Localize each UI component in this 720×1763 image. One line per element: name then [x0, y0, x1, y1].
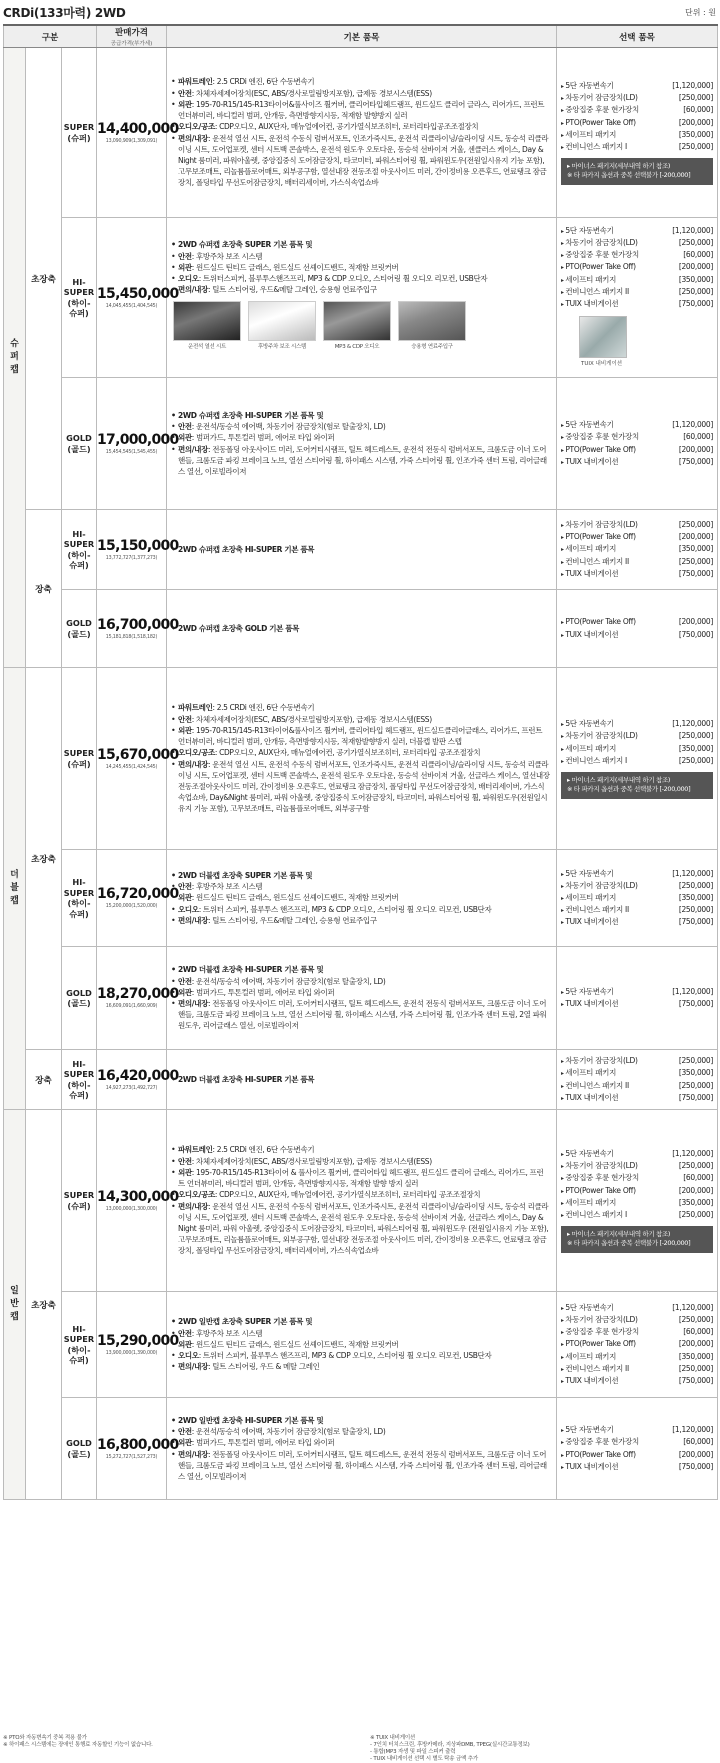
price-cell — [97, 947, 179, 1050]
option-item: ▸ TUIX 내비게이션 [750,000] — [561, 998, 713, 1010]
basic-item: • 편의/내장: 전동폴딩 아웃사이드 미러, 도어커티시램프, 틸트 헤드레스트, 운전석 전동식 럼버서포트, 크롬도금 이너 도어핸들, 크롬도금 파킹 브레이크 노브, 열선 스티어링 휠, 하이패스 시스템, 가죽 스티어링 휠, 인조가죽 센터 트림, 리어글래스 열선, 이모빌라이저 — [171, 1449, 550, 1483]
supply-price: 16,609,091(1,660,909) — [105, 1004, 158, 1009]
minus-package-box: ▸ 마이너스 패키지(세부내역 하기 참조) ※ 타 파카지 옵션과 중복 선택불가 [-200,000] — [561, 1226, 713, 1253]
option-item: ▸ PTO(Power Take Off) [200,000] — [561, 1338, 713, 1350]
option-items — [557, 1398, 718, 1500]
option-item: ▸ 컨비니언스 패키지 II [250,000] — [561, 1363, 713, 1375]
basic-item-heading: • 2WD 일반캡 초장축 SUPER 기본 품목 및 — [171, 1316, 550, 1327]
option-item: ▸ 세이프티 패키지 [350,000] — [561, 274, 713, 286]
price-cell — [97, 378, 179, 510]
option-item: ▸ 차동기어 잠금장치(LD) [250,000] — [561, 730, 713, 742]
axle-type-label: 초장축 — [26, 668, 62, 1050]
supply-price: 15,272,727(1,527,273) — [105, 1454, 158, 1460]
price-cell — [97, 590, 179, 668]
basic-item: • 안전: 운전석/동승석 에어백, 차동기어 잠금장치(험로 탈출장치, LD) — [171, 1426, 550, 1437]
price-cell — [97, 48, 179, 218]
option-item: ▸ 중앙집중 후륜 현가장치 [60,000] — [561, 249, 713, 261]
basic-item-heading: • 2WD 슈퍼캡 초장축 HI-SUPER 기본 품목 — [171, 544, 550, 555]
option-item: ▸ TUIX 내비게이션 [750,000] — [561, 916, 713, 928]
option-item: ▸ TUIX 내비게이션 [750,000] — [561, 1375, 713, 1387]
axle-type-label: 장축 — [26, 510, 62, 668]
option-item: ▸ 세이프티 패키지 [350,000] — [561, 892, 713, 904]
photo-caption: 승용형 연료주입구 — [411, 344, 453, 351]
price-cell — [97, 1110, 179, 1292]
basic-items — [167, 590, 557, 668]
option-item: ▸ 5단 자동변속기 [1,120,000] — [561, 225, 713, 237]
option-item: ▸ 차동기어 잠금장치(LD) [250,000] — [561, 1160, 713, 1172]
option-item: ▸ 세이프티 패키지 [350,000] — [561, 129, 713, 141]
option-items — [557, 668, 718, 850]
option-item: ▸ 컨비니언스 패키지 II [250,000] — [561, 904, 713, 916]
basic-item: • 파워트레인: 2.5 CRDi 엔진, 6단 수동변속기 — [171, 76, 550, 87]
header-category: 구분 — [4, 25, 97, 48]
supply-price: 14,245,455(1,424,545) — [105, 764, 158, 770]
option-items — [557, 1292, 718, 1398]
basic-item: • 외관: 195-70-R15/145-R13타이어&풀사이즈 휠커버, 클리어타입 헤드램프, 윈드실드클리어글래스, 리어가드, 프런트 언더뷰미러, 바디컬러 범퍼, 안개등, 측면방향지시등, 적재함발향방지 실러, 더블캡 발판 스텝 — [171, 725, 550, 747]
basic-item-heading: • 2WD 슈퍼캡 초장축 GOLD 기본 품목 — [171, 623, 550, 634]
option-item: ▸ TUIX 내비게이션 [750,000] — [561, 1461, 713, 1473]
basic-items — [167, 850, 557, 947]
photo-caption: 운전석 열선 시트 — [188, 344, 226, 351]
axle-type-label: 장축 — [26, 1050, 62, 1110]
photo-image — [323, 301, 391, 341]
basic-item: • 오디오: 트위터 스피커, 블루투스 핸즈프리, MP3 & CDP 오디오, 스티어링 휠 오디오 리모컨, USB단자 — [171, 1350, 550, 1361]
supply-price: 13,000,000(1,300,000) — [105, 1206, 158, 1212]
basic-item: • 외관: 범퍼가드, 투톤컬러 범퍼, 에어로 타입 와이퍼 — [171, 1437, 550, 1448]
basic-item: • 안전: 차체자세제어장치(ESC, ABS/경사로밀림방지포함), 급제동 경보시스템(ESS) — [171, 714, 550, 725]
sale-price: 15,150,000 — [97, 537, 179, 554]
option-item: ▸ 5단 자동변속기 [1,120,000] — [561, 419, 713, 431]
basic-items — [167, 218, 557, 378]
basic-item: • 편의/내장: 틸트 스티어링, 우드&메탈 그레인, 승용형 연료주입구 — [171, 915, 550, 926]
option-items — [557, 590, 718, 668]
option-item: ▸ 중앙집중 후륜 현가장치 [60,000] — [561, 1326, 713, 1338]
option-item: ▸ 중앙집중 후륜 현가장치 [60,000] — [561, 431, 713, 443]
option-item: ▸ 중앙집중 후륜 현가장치 [60,000] — [561, 104, 713, 116]
basic-items — [167, 668, 557, 850]
supply-price: 15,200,000(1,520,000) — [105, 904, 158, 909]
option-item: ▸ 5단 자동변속기 [1,120,000] — [561, 868, 713, 880]
axle-type-label: 초장축 — [26, 48, 62, 510]
cab-type-label: 더 블 캡 — [4, 668, 26, 1110]
option-item: ▸ TUIX 내비게이션 [750,000] — [561, 629, 713, 641]
basic-item: • 파워트레인: 2.5 CRDi 엔진, 6단 수동변속기 — [171, 1144, 550, 1155]
sale-price: 16,420,000 — [97, 1067, 179, 1084]
basic-item-heading: • 2WD 슈퍼캡 초장축 SUPER 기본 품목 및 — [171, 239, 550, 250]
basic-item-heading: • 2WD 슈퍼캡 초장축 HI-SUPER 기본 품목 및 — [171, 410, 550, 421]
option-item: ▸ 컨비니언스 패키지 II [250,000] — [561, 556, 713, 568]
option-items — [557, 510, 718, 590]
option-item: ▸ 컨비니언스 패키지 II [250,000] — [561, 1080, 713, 1092]
page-title: CRDi(133마력) 2WD — [3, 6, 126, 20]
option-items — [557, 850, 718, 947]
price-cell — [97, 1292, 179, 1398]
sale-price: 15,670,000 — [97, 746, 179, 763]
photo-caption: MP3 & CDP 오디오 — [334, 344, 380, 351]
navigation-image — [579, 316, 627, 358]
price-cell — [97, 218, 179, 378]
basic-item: • 오디오: 트위터 스피커, 블루투스 핸즈프리, MP3 & CDP 오디오, 스티어링 휠 오디오 리모컨, USB단자 — [171, 904, 550, 915]
supply-price: 13,090,909(1,309,091) — [105, 138, 158, 144]
trim-name: HI- SUPER (하이- 슈퍼) — [62, 1050, 97, 1110]
option-item: ▸ 컨비니언스 패키지 I [250,000] — [561, 141, 713, 153]
feature-photo — [248, 301, 316, 353]
option-item: ▸ 차동기어 잠금장치(LD) [250,000] — [561, 519, 713, 531]
option-item: ▸ TUIX 내비게이션 [750,000] — [561, 568, 713, 580]
sale-price: 16,720,000 — [97, 886, 179, 902]
trim-name: GOLD (골드) — [62, 947, 97, 1050]
supply-price: 13,772,727(1,377,273) — [105, 555, 158, 561]
trim-name: GOLD (골드) — [62, 378, 97, 510]
option-item: ▸ 세이프티 패키지 [350,000] — [561, 1197, 713, 1209]
supply-price: 15,181,818(1,518,182) — [105, 634, 158, 640]
option-item: ▸ PTO(Power Take Off) [200,000] — [561, 117, 713, 129]
table-row — [4, 668, 718, 850]
basic-item: • 외관: 195-70-R15/145-R13타이어&풀사이즈 휠커버, 클리어타입헤드램프, 윈드실드 클리어 글라스, 리어가드, 프런트 언더뷰미러, 바디컬러 범퍼, 안개등, 측면방향지시등, 적재함 발향방지 실러 — [171, 99, 550, 121]
basic-items — [167, 1398, 557, 1500]
unit-label: 단위 : 원 — [685, 8, 716, 17]
header-options: 선택 품목 — [557, 25, 718, 48]
photo-image — [173, 301, 241, 341]
trim-name: HI- SUPER (하이- 슈퍼) — [62, 510, 97, 590]
option-items — [557, 947, 718, 1050]
basic-item: • 외관: 195-70-R15/145-R13타이어 & 풀사이즈 휠커버, 클리어타입 헤드램프, 윈드실드 클리어 글래스, 리어가드, 프런트 언더뷰미러, 바디컬러 범퍼, 안개등, 측면방향지시등, 적재함 발향 방지 실러 — [171, 1167, 550, 1189]
trim-name: HI- SUPER (하이- 슈퍼) — [62, 850, 97, 947]
option-item: ▸ TUIX 내비게이션 [750,000] — [561, 1092, 713, 1104]
option-item: ▸ PTO(Power Take Off) [200,000] — [561, 1449, 713, 1461]
basic-item: • 안전: 후방주차 보조 시스템 — [171, 881, 550, 892]
basic-item: • 외관: 윈드실드 틴티드 글래스, 윈드실드 선셰이드밴드, 적재함 브릿커버 — [171, 1339, 550, 1350]
option-item: ▸ 세이프티 패키지 [350,000] — [561, 1351, 713, 1363]
sale-price: 14,400,000 — [97, 120, 179, 137]
basic-items — [167, 48, 557, 218]
option-item: ▸ 차동기어 잠금장치(LD) [250,000] — [561, 1055, 713, 1067]
sale-price: 16,700,000 — [97, 616, 179, 633]
basic-item: • 안전: 운전석/동승석 에어백, 차동기어 잠금장치(험로 탈출장치, LD) — [171, 421, 550, 432]
option-item: ▸ 세이프티 패키지 [350,000] — [561, 1067, 713, 1079]
basic-items — [167, 510, 557, 590]
basic-items — [167, 1292, 557, 1398]
option-item: ▸ 5단 자동변속기 [1,120,000] — [561, 1302, 713, 1314]
option-item: ▸ 차동기어 잠금장치(LD) [250,000] — [561, 1314, 713, 1326]
photo-image — [398, 301, 466, 341]
option-items — [557, 1050, 718, 1110]
basic-item: • 오디오/공조: CDP오디오, AUX단자, 매뉴얼에어컨, 공기가열식보조히터, 로터리타입공조조절장치 — [171, 121, 550, 132]
table-row — [4, 590, 718, 668]
option-item: ▸ 5단 자동변속기 [1,120,000] — [561, 1148, 713, 1160]
minus-package-box: ▸ 마이너스 패키지(세부내역 하기 참조) ※ 타 파카지 옵션과 중복 선택불가 [-200,000] — [561, 158, 713, 185]
basic-item: • 오디오/공조: CDP오디오, AUX단자, 매뉴얼에어컨, 공기가열식보조히터, 로터리타입 공조조절장치 — [171, 1189, 550, 1200]
header-basic: 기본 품목 — [167, 25, 557, 48]
option-item: ▸ TUIX 내비게이션 [750,000] — [561, 456, 713, 468]
price-cell — [97, 1050, 179, 1110]
supply-price: 14,045,455(1,404,545) — [105, 303, 158, 309]
option-item: ▸ 5단 자동변속기 [1,120,000] — [561, 986, 713, 998]
option-items — [557, 378, 718, 510]
table-row — [4, 1292, 718, 1398]
option-item: ▸ 중앙집중 후륜 현가장치 [60,000] — [561, 1172, 713, 1184]
trim-name: GOLD (골드) — [62, 1398, 97, 1500]
option-item: ▸ 차동기어 잠금장치(LD) [250,000] — [561, 237, 713, 249]
basic-item: • 편의/내장: 운전석 열선 시트, 운전석 수동식 럼버서포트, 인조가죽시트, 운전석 리클라이닝/슬라이딩 시트, 동승석 리클라이닝 시트, 도어업포켓, 센터 시트백 콘솔박스, 운전석 원도우 오토다운, 동승석 선바이저 거울, 선글라스 케이스, Day & Night 룸미러, 파워 아울렛, 중앙집중식 도어잠금장치, 타코미터, 파워스티어링 휠, 파워윈도우 (전원일시유지 기능 포함), 고무보조매트, 리놀륨플로어매트, 외부공구함, 열선내장 전동조절 아웃사이드 미러, 간이정비용 오픈후드, 연료탱크 잠금장치, 폴딩타입 무선도어잠금장치, 배터리세이버, 가스식속업쇼바 — [171, 1201, 550, 1257]
basic-item: • 안전: 운전석/동승석 에어백, 차동기어 잠금장치(험로 탈출장치, LD) — [171, 976, 550, 987]
photo-image — [248, 301, 316, 341]
basic-item: • 외관: 윈드실드 틴티드 글래스, 윈드실드 선셰이드밴드, 적재함 브릿커버 — [171, 262, 550, 273]
basic-item: • 안전: 후방주차 보조 시스템 — [171, 1328, 550, 1339]
supply-price: 15,454,545(1,545,455) — [105, 449, 158, 455]
basic-items — [167, 1110, 557, 1292]
sale-price: 15,450,000 — [97, 285, 179, 302]
option-item: ▸ 세이프티 패키지 [350,000] — [561, 543, 713, 555]
option-item: ▸ PTO(Power Take Off) [200,000] — [561, 261, 713, 273]
basic-item: • 외관: 윈드실드 틴티드 글래스, 윈드실드 선셰이드밴드, 적재함 브릿커버 — [171, 892, 550, 903]
table-row — [4, 378, 718, 510]
table-row — [4, 510, 718, 590]
trim-name: GOLD (골드) — [62, 590, 97, 668]
price-cell — [97, 1398, 179, 1500]
header-price: 판매가격 공급가격(부가세) — [97, 25, 167, 48]
price-table — [3, 24, 718, 1500]
basic-item: • 편의/내장: 운전석 열선 시트, 운전석 수동식 럼버서포트, 인조가죽시트, 운전석 리클라이닝/슬라이딩 시트, 동승석 리클라이닝 시트, 도어업포켓, 센터 시트백 콘솔박스, 운전석 원도우 오토다운, 동승석 선바이저 거울, 센클러스 케이스, Day & Night 룸미러, 파워아울렛, 중앙집중식 도어잠금장치, 타코미터, 파워스티어링 휠, 파워윈도우(전원일시유지 기능 포함), 고무보조매트, 리놀륨플로어매트, 외부공구함, 열선내장 전동조절 아웃사이드 미러, 간이정비용 오픈후드, 연료탱크 잠금장치, 폴딩타입 무선도어잠금장치, 배터리세이버, 가스식속업쇼바 — [171, 133, 550, 189]
table-row — [4, 1110, 718, 1292]
sale-price: 15,290,000 — [97, 1332, 179, 1349]
basic-item: • 안전: 후방주차 보조 시스템 — [171, 251, 550, 262]
option-item: ▸ PTO(Power Take Off) [200,000] — [561, 1185, 713, 1197]
option-item: ▸ 5단 자동변속기 [1,120,000] — [561, 1424, 713, 1436]
navigation-caption: TUIX 내비게이션 — [581, 360, 623, 367]
option-item: ▸ 차동기어 잠금장치(LD) [250,000] — [561, 92, 713, 104]
supply-price: 13,900,000(1,390,000) — [105, 1350, 158, 1356]
trim-name: SUPER (슈퍼) — [62, 1110, 97, 1292]
option-item: ▸ PTO(Power Take Off) [200,000] — [561, 531, 713, 543]
price-cell — [97, 668, 179, 850]
sale-price: 18,270,000 — [97, 986, 179, 1002]
basic-item-heading: • 2WD 일반캡 초장축 HI-SUPER 기본 품목 및 — [171, 1415, 550, 1426]
table-row — [4, 1050, 718, 1110]
option-item: ▸ 차동기어 잠금장치(LD) [250,000] — [561, 880, 713, 892]
table-row — [4, 947, 718, 1050]
basic-item: • 파워트레인: 2.5 CRDi 엔진, 6단 수동변속기 — [171, 702, 550, 713]
table-row — [4, 1398, 718, 1500]
sale-price: 17,000,000 — [97, 431, 179, 448]
option-item: ▸ TUIX 내비게이션 [750,000] — [561, 298, 713, 310]
trim-name: HI- SUPER (하이- 슈퍼) — [62, 1292, 97, 1398]
supply-price: 14,927,273(1,492,727) — [105, 1085, 158, 1091]
basic-item: • 편의/내장: 전동폴딩 아웃사이드 미러, 도어커티시램프, 틸트 헤드레스트, 운전석 전동식 럼버서포트, 크롬도금 이너 도어핸들, 크롬도금 파킹 브레이크 노브, 열선 스티어링 휠, 하이패스 시스템, 가죽 스티어링 휠, 인조가죽 센터 트림, 2열 파워 원도우, 리어글래스 열선, 이로빌라이저 — [171, 998, 550, 1032]
basic-item: • 외관: 범퍼가드, 투톤컬러 범퍼, 에어로 타입 와이퍼 — [171, 987, 550, 998]
basic-item-heading: • 2WD 더블캡 초장축 HI-SUPER 기본 품목 — [171, 1074, 550, 1085]
basic-items — [167, 378, 557, 510]
photo-caption: 후방주차 보조 시스템 — [257, 344, 306, 351]
table-row — [4, 850, 718, 947]
basic-item: • 외관: 범퍼가드, 투톤컬러 범퍼, 에어로 타입 와이퍼 — [171, 432, 550, 443]
table-row — [4, 48, 718, 218]
option-item: ▸ 세이프티 패키지 [350,000] — [561, 743, 713, 755]
trim-name: HI- SUPER (하이- 슈퍼) — [62, 218, 97, 378]
basic-items — [167, 947, 557, 1050]
basic-item: • 편의/내장: 틸트 스티어링, 우드 & 메탈 그레인 — [171, 1361, 550, 1372]
minus-package-box: ▸ 마이너스 패키지(세부내역 하기 참조) ※ 타 파카지 옵션과 중복 선택불가 [-200,000] — [561, 772, 713, 799]
option-item: ▸ 중앙집중 후륜 현가장치 [60,000] — [561, 1436, 713, 1448]
basic-item: • 편의/내장: 전동폴딩 아웃사이드 미러, 도어커티시램프, 틸트 헤드레스트, 운전석 전동식 럼버서포트, 크롬도금 이너 도어핸들, 크롬도금 파킹 브레이크 노브, 열선 스티어링 휠, 하이패스 시스템, 가죽 스티어링 휠, 인조가죽 센터 트림, 리어글래스 열선, 이로빌라이저 — [171, 444, 550, 478]
option-item: ▸ 컨비니언스 패키지 II [250,000] — [561, 286, 713, 298]
basic-item: • 편의/내장: 틸트 스티어링, 우드&메탈 그레인, 승용형 연료주입구 — [171, 284, 550, 295]
price-cell — [97, 850, 179, 947]
basic-item: • 편의/내장: 운전석 열선 시트, 운전석 수동식 럼버서포트, 인조가죽시트, 운전석 리클라이닝/슬라이딩 시트, 동승석 리클라이닝 시트, 도어업포켓, 센터 시트백 콘솔박스, 운전석 원도우 오토다운, 동승석 선바이저 거울, 선글라스 케이스, 열선내장 전동조절아웃사이드 미러, 간이정비용 오픈후드, 연료탱크 잠금장치, 폴딩타입 무선도어잠금장치, 배터리세이버, 가스식속업쇼바, Day&Night 룸미러, 파워 아울렛, 중앙집중식 도어잠금장치, 타코미터, 파워스티어링 휠, 파워윈도우(전원일시유지 기능 포함), 고무보조매트, 리놀륨플로어매트, 외부공구함 — [171, 759, 550, 815]
sale-price: 16,800,000 — [97, 1436, 179, 1453]
option-item: ▸ 컨비니언스 패키지 I [250,000] — [561, 755, 713, 767]
basic-item-heading: • 2WD 더블캡 초장축 SUPER 기본 품목 및 — [171, 870, 550, 881]
feature-photos — [173, 301, 550, 353]
cab-type-label: 슈 퍼 캡 — [4, 48, 26, 668]
option-items — [557, 48, 718, 218]
option-item: ▸ 5단 자동변속기 [1,120,000] — [561, 718, 713, 730]
option-item: ▸ PTO(Power Take Off) [200,000] — [561, 444, 713, 456]
option-item: ▸ PTO(Power Take Off) [200,000] — [561, 616, 713, 628]
basic-item: • 오디오/공조: CDP오디오, AUX단자, 매뉴얼에어컨, 공기가열식보조히터, 로터리타입 공조조절장치 — [171, 747, 550, 758]
option-items — [557, 1110, 718, 1292]
basic-item: • 오디오: 트위터스피커, 블루투스핸즈프리, MP3 & CDP 오디오, 스티어링 휠 오디오 리모컨, USB단자 — [171, 273, 550, 284]
trim-name: SUPER (슈퍼) — [62, 48, 97, 218]
feature-photo — [173, 301, 241, 353]
option-item: ▸ 컨비니언스 패키지 I [250,000] — [561, 1209, 713, 1221]
option-items — [557, 218, 718, 378]
basic-item: • 안전: 차체자세제어장치(ESC, ABS/경사로밀림방지포함), 급제동 경보시스템(ESS) — [171, 88, 550, 99]
option-item: ▸ 5단 자동변속기 [1,120,000] — [561, 80, 713, 92]
trim-name: SUPER (슈퍼) — [62, 668, 97, 850]
sale-price: 14,300,000 — [97, 1188, 179, 1205]
feature-photo — [323, 301, 391, 353]
feature-photo — [398, 301, 466, 353]
footnote-right: ※ TUIX 내비게이션 - 7인치 터치스크린, 후방카메라, 지상파DMB, TPEG(실시간교통정보) - 통합(MP3 자생 및 파일 스피커 출력 - TUIX 내비게이션 선택 시 별도 탁송 금액 추가 — [370, 1735, 530, 1762]
basic-item-heading: • 2WD 더블캡 초장축 HI-SUPER 기본 품목 및 — [171, 964, 550, 975]
basic-items — [167, 1050, 557, 1110]
footnote-left: ※ PTO와 자동변속기 중복 적용 불가 ※ 하이패스 시스템에는 장애인 통행료 자동할인 기능이 없습니다. — [3, 1735, 153, 1748]
basic-item: • 안전: 차체자세제어장치(ESC, ABS/경사로밀림방지포함), 급제동 경보시스템(ESS) — [171, 1156, 550, 1167]
cab-type-label: 일 반 캡 — [4, 1110, 26, 1500]
price-cell — [97, 510, 179, 590]
table-row — [4, 218, 718, 378]
axle-type-label: 초장축 — [26, 1110, 62, 1500]
